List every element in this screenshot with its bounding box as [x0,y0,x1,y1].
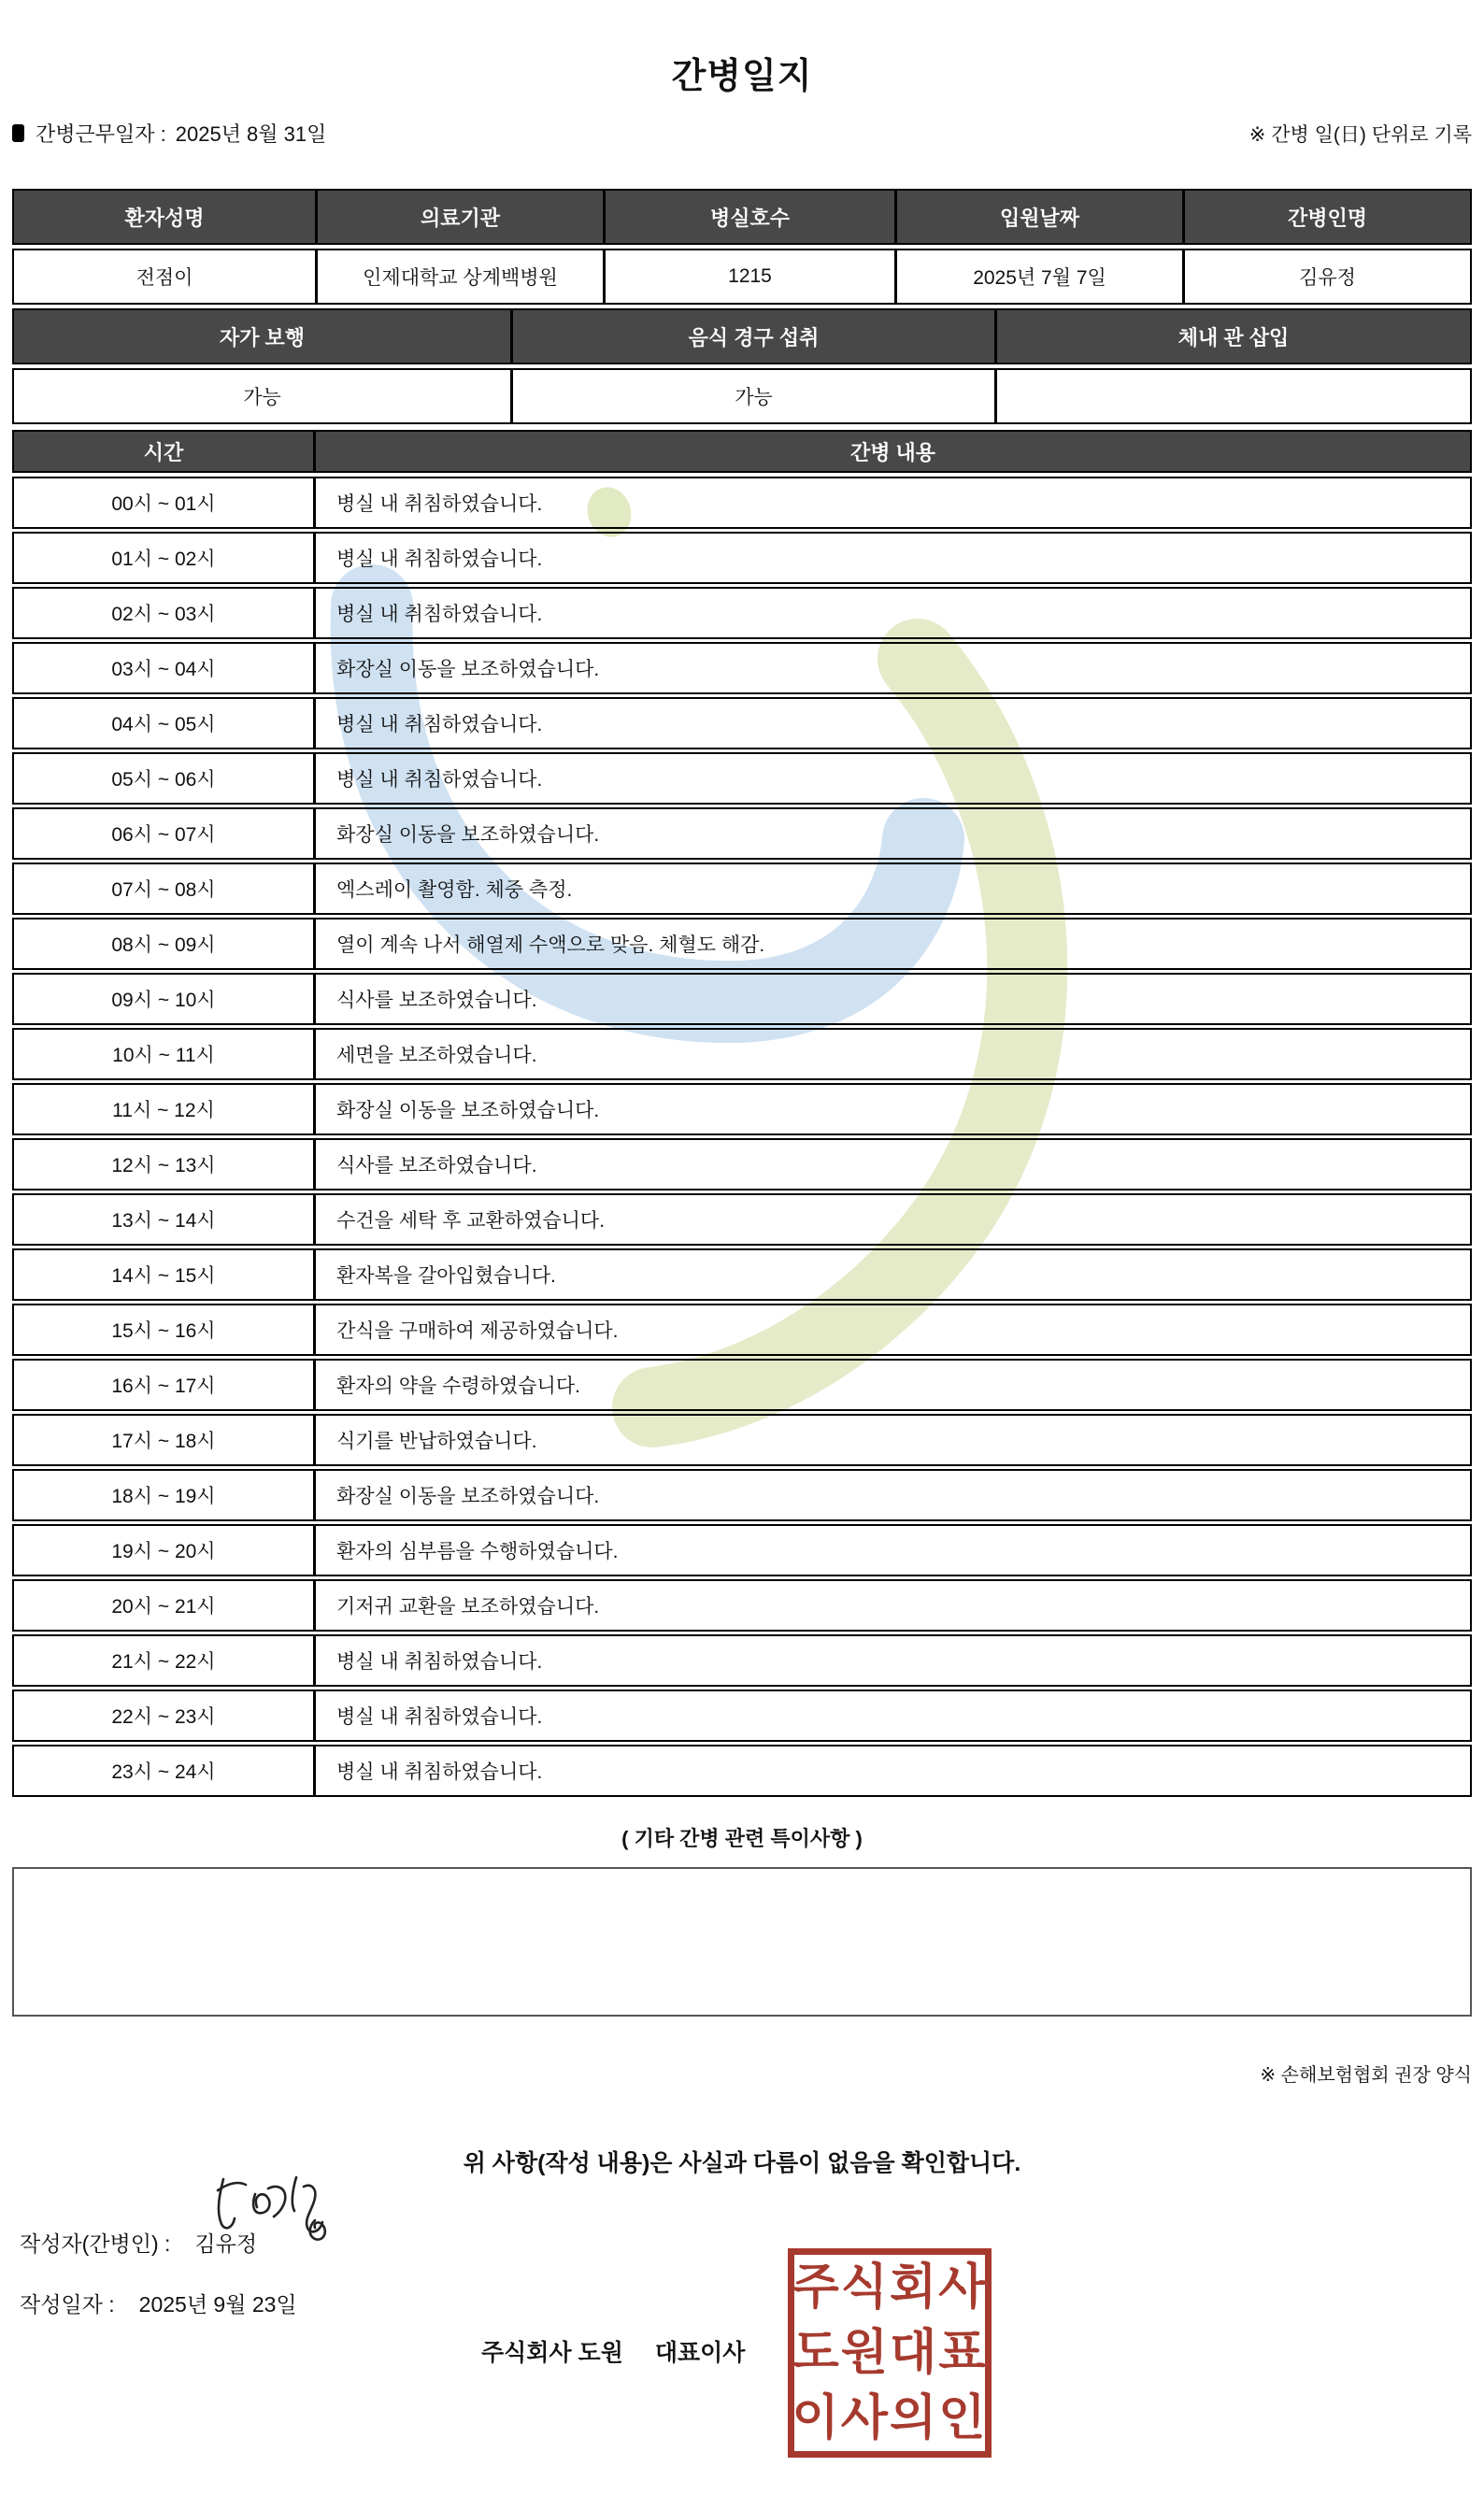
schedule-content-cell: 수건을 세탁 후 교환하였습니다. [313,1195,1470,1244]
oral-intake-value: 가능 [510,370,994,422]
column-header: 입원날짜 [894,191,1182,243]
work-date-group [12,119,326,148]
work-date-value: 2025년 8월 31일 [175,122,327,146]
schedule-row [12,1193,1472,1246]
schedule-time-cell: 05시 ~ 06시 [111,769,216,791]
schedule-time-cell: 13시 ~ 14시 [111,1210,216,1232]
signature-image [210,2166,332,2248]
written-date-label: 작성일자 : [20,2292,115,2317]
schedule-content-cell: 병실 내 취침하였습니다. [313,699,1470,748]
schedule-row [12,1138,1472,1190]
schedule-row [12,477,1472,529]
status-table-value-row [12,368,1472,424]
schedule-content-cell: 병실 내 취침하였습니다. [313,1691,1470,1740]
schedule-row [12,1745,1472,1797]
notes-section-title: ( 기타 간병 관련 특이사항 ) [621,1827,863,1850]
schedule-row [12,1359,1472,1411]
schedule-time-cell: 07시 ~ 08시 [111,879,216,901]
schedule-time-cell: 02시 ~ 03시 [111,604,216,625]
patient-name-value: 전점이 [136,267,193,289]
schedule-time-cell: 11시 ~ 12시 [112,1100,215,1121]
column-header: 음식 경구 섭취 [510,310,994,363]
schedule-time-cell: 19시 ~ 20시 [111,1541,216,1562]
room-number-value: 1215 [603,250,894,303]
schedule-time-cell: 17시 ~ 18시 [111,1431,216,1452]
schedule-content-cell: 엑스레이 촬영함. 체중 측정. [313,864,1470,913]
seal-text-row: 도원대표 [792,2326,988,2380]
patient-table-header-row [12,189,1472,245]
schedule-time-cell: 01시 ~ 02시 [111,549,216,570]
schedule-time-cell: 18시 ~ 19시 [111,1486,216,1507]
schedule-time-cell: 10시 ~ 11시 [112,1045,215,1066]
schedule-row [12,973,1472,1025]
patient-info-table [12,189,1472,305]
hospital-value: 인제대학교 상계백병원 [315,250,603,303]
schedule-time-cell: 12시 ~ 13시 [111,1155,216,1176]
column-header: 환자성명 [124,206,205,230]
schedule-content-cell: 병실 내 취침하였습니다. [313,589,1470,637]
admission-date-value: 2025년 7월 7일 [894,250,1182,303]
schedule-time-cell: 20시 ~ 21시 [111,1596,216,1618]
internal-tube-value [994,370,1470,422]
schedule-content-cell: 식사를 보조하였습니다. [313,975,1470,1023]
schedule-content-cell: 병실 내 취침하였습니다. [313,1636,1470,1685]
schedule-content-cell: 세면을 보조하였습니다. [313,1030,1470,1078]
schedule-content-cell: 환자의 약을 수령하였습니다. [313,1361,1470,1409]
schedule-time-cell: 15시 ~ 16시 [111,1320,216,1342]
schedule-row [12,697,1472,749]
schedule-row [12,1248,1472,1301]
status-table [12,308,1472,424]
schedule-time-cell: 04시 ~ 05시 [111,714,216,735]
schedule-row [12,1634,1472,1687]
schedule-table [12,430,1472,1797]
caregiver-name-value: 김유정 [1182,250,1470,303]
seal-text-row: 이사의인 [792,2391,988,2445]
work-date-line [12,119,1472,148]
company-name: 주식회사 도원 [481,2340,623,2366]
schedule-content-cell: 간식을 구매하여 제공하였습니다. [313,1305,1470,1354]
schedule-content-cell: 병실 내 취침하였습니다. [313,754,1470,803]
column-header: 병실호수 [603,191,894,243]
schedule-content-cell: 환자의 심부름을 수행하였습니다. [313,1526,1470,1575]
unit-note: ※ 간병 일(日) 단위로 기록 [1249,124,1472,146]
form-source-note: ※ 손해보험협회 권장 양식 [1260,2065,1472,2086]
column-header: 자가 보행 [219,325,306,349]
time-column-header: 시간 [143,440,184,464]
schedule-row [12,587,1472,639]
self-walking-value: 가능 [243,387,281,408]
schedule-row [12,642,1472,694]
schedule-time-cell: 16시 ~ 17시 [111,1376,216,1397]
schedule-content-cell: 병실 내 취침하였습니다. [313,478,1470,527]
schedule-time-cell: 00시 ~ 01시 [111,493,216,515]
schedule-row [12,1579,1472,1632]
written-date-line [12,2288,1472,2318]
confirmation-statement: 위 사항(작성 내용)은 사실과 다름이 없음을 확인합니다. [463,2150,1021,2176]
schedule-time-cell: 22시 ~ 23시 [111,1706,216,1728]
work-date-label: 간병근무일자 : [36,122,166,146]
schedule-time-cell: 23시 ~ 24시 [111,1761,216,1783]
schedule-row [12,1524,1472,1576]
company-seal-stamp [788,2248,992,2458]
schedule-row [12,1414,1472,1466]
schedule-time-cell: 03시 ~ 04시 [111,659,216,680]
schedule-row [12,1304,1472,1356]
schedule-row [12,752,1472,805]
schedule-time-cell: 06시 ~ 07시 [111,824,216,846]
writer-label: 작성자(간병인) : [20,2231,171,2256]
schedule-content-cell: 식사를 보조하였습니다. [313,1140,1470,1189]
representative-role: 대표이사 [654,2340,746,2366]
schedule-content-cell: 화장실 이동을 보조하였습니다. [313,1085,1470,1133]
schedule-row [12,918,1472,970]
column-header: 간병인명 [1182,191,1470,243]
schedule-row [12,807,1472,860]
schedule-content-cell: 병실 내 취침하였습니다. [313,1746,1470,1795]
content-column-header: 간병 내용 [313,432,1470,471]
schedule-time-cell: 08시 ~ 09시 [111,934,216,956]
schedule-content-cell: 기저귀 교환을 보조하였습니다. [313,1581,1470,1630]
schedule-row [12,1083,1472,1135]
schedule-content-cell: 화장실 이동을 보조하였습니다. [313,1471,1470,1519]
column-header: 체내 관 삽입 [994,310,1470,363]
page-title: 간병일지 [671,57,813,96]
written-date-value: 2025년 9월 23일 [138,2292,297,2317]
schedule-row [12,1469,1472,1521]
company-line [481,2334,745,2368]
schedule-time-cell: 09시 ~ 10시 [111,990,216,1011]
schedule-content-cell: 병실 내 취침하였습니다. [313,534,1470,582]
column-header: 의료기관 [315,191,603,243]
schedule-content-cell: 환자복을 갈아입혔습니다. [313,1250,1470,1299]
notes-box [12,1867,1472,2017]
schedule-header-row [12,430,1472,473]
bullet-square-icon [12,124,24,142]
schedule-row [12,1689,1472,1742]
patient-table-value-row [12,249,1472,305]
schedule-content-cell: 식기를 반납하였습니다. [313,1416,1470,1464]
schedule-content-cell: 화장실 이동을 보조하였습니다. [313,644,1470,692]
schedule-row [12,1028,1472,1080]
schedule-body [12,477,1472,1797]
schedule-time-cell: 21시 ~ 22시 [111,1651,216,1673]
schedule-content-cell: 화장실 이동을 보조하였습니다. [313,809,1470,858]
writer-name: 김유정 [194,2231,258,2256]
schedule-time-cell: 14시 ~ 15시 [111,1265,216,1287]
schedule-content-cell: 열이 계속 나서 해열제 수액으로 맞음. 체혈도 해감. [313,920,1470,968]
status-table-header-row [12,308,1472,364]
schedule-row [12,532,1472,584]
seal-text-row: 주식회사 [792,2260,988,2315]
schedule-row [12,863,1472,915]
